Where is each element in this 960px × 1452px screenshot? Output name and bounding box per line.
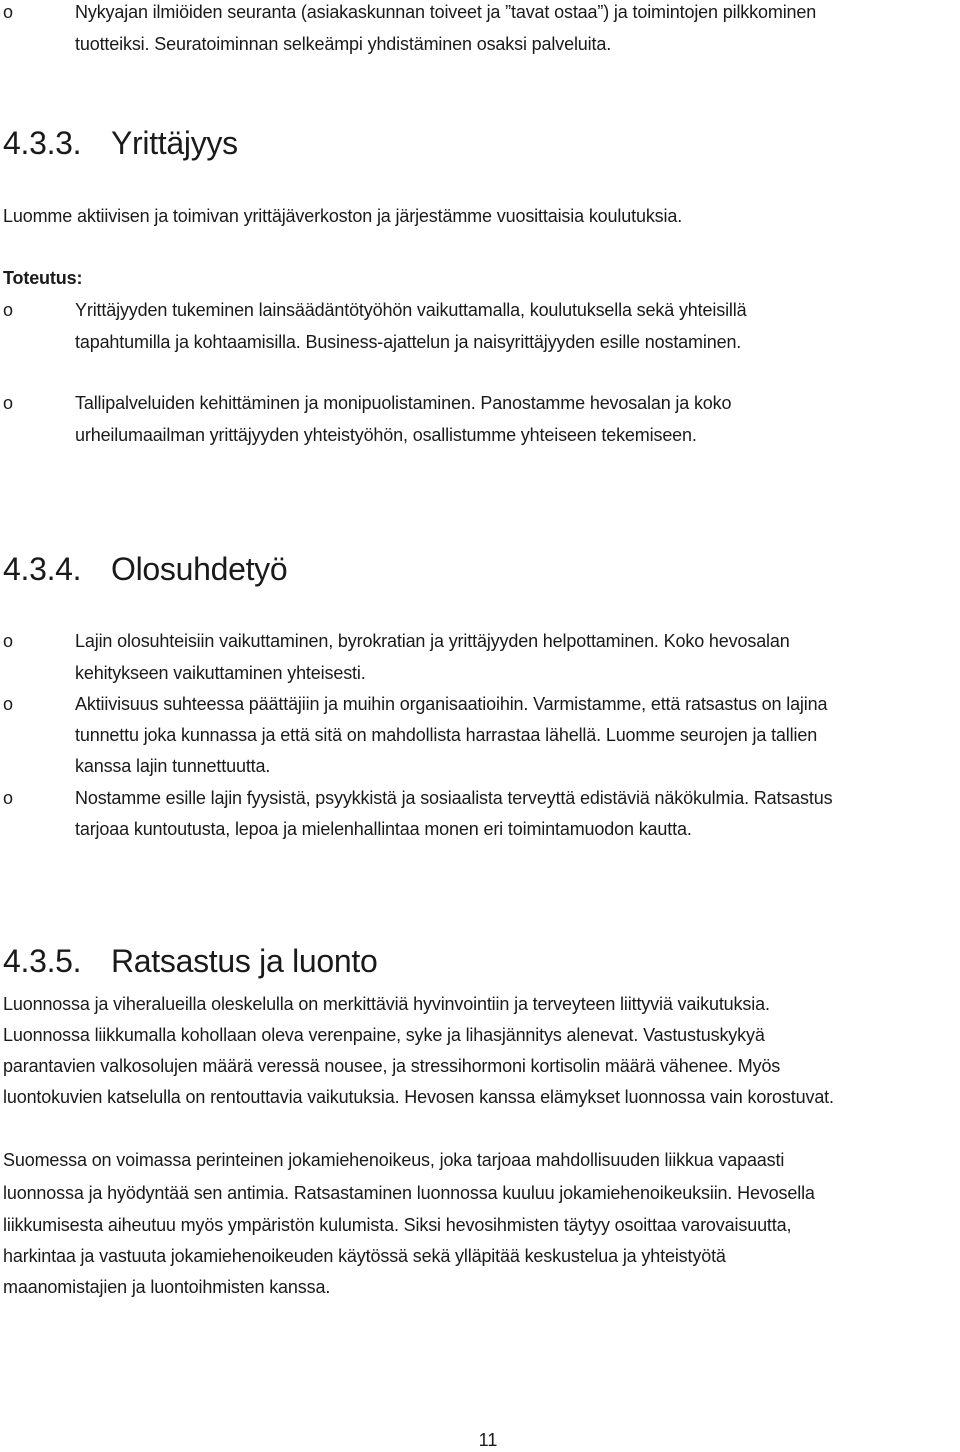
list-bullet: o [3,694,14,714]
paragraph-line: harkintaa ja vastuuta jokamiehenoikeuden käytössä sekä ylläpitää keskustelua ja yhteistyötä [3,1246,726,1266]
paragraph-line: maanomistajien ja luontoihmisten kanssa. [3,1277,331,1297]
paragraph-line: Luonnossa ja viheralueilla oleskelulla on merkittäviä hyvinvointiin ja terveyteen liittyviä vaikutuksia. [3,994,770,1014]
list-item-text: kehitykseen vaikuttaminen yhteisesti. [75,663,366,683]
paragraph-line: Suomessa on voimassa perinteinen jokamiehenoikeus, joka tarjoaa mahdollisuuden liikkua vapaasti [3,1150,785,1170]
list-bullet: o [3,631,14,651]
list-item-text: tarjoaa kuntoutusta, lepoa ja mielenhallintaa monen eri toimintamuodon kautta. [75,819,692,839]
list-bullet: o [3,300,14,320]
section-title: Ratsastus ja luonto [111,943,378,979]
list-item-text: Lajin olosuhteisiin vaikuttaminen, byrokratian ja yrittäjyyden helpottaminen. Koko hevosalan [75,631,790,651]
section-number: 4.3.3. [3,125,82,161]
list-item-text: Aktiivisuus suhteessa päättäjiin ja muihin organisaatioihin. Varmistamme, että ratsastus on lajina [75,694,828,714]
paragraph-line: luonnossa ja hyödyntää sen antimia. Ratsastaminen luonnossa kuuluu jokamiehenoikeuksiin. Hevosella [3,1183,815,1203]
section-intro: Luomme aktiivisen ja toimivan yrittäjäverkoston ja järjestämme vuosittaisia koulutuksia. [3,206,683,226]
section-number: 4.3.5. [3,943,82,979]
list-item-text: tapahtumilla ja kohtaamisilla. Business-ajattelun ja naisyrittäjyyden esille nostaminen. [75,332,742,352]
paragraph-line: Luonnossa liikkumalla kohollaan oleva verenpaine, syke ja lihasjännitys alenevat. Vastustuskykyä [3,1025,765,1045]
list-bullet: o [3,2,14,22]
section-heading-yrittajyys [3,124,238,162]
paragraph-line: liikkumisesta aiheutuu myös ympäristön kulumista. Siksi hevosihmisten täytyy osoittaa varovaisuutta, [3,1215,792,1235]
list-item-text: tunnettu joka kunnassa ja että sitä on mahdollista harrastaa lähellä. Luomme seurojen ja tallien [75,725,818,745]
section-number: 4.3.4. [3,551,82,587]
page-number: 11 [478,1430,498,1450]
section-heading-ratsastus-ja-luonto [3,942,377,980]
list-bullet: o [3,788,14,808]
paragraph-line: luontokuvien katselulla on rentouttavia vaikutuksia. Hevosen kanssa elämykset luonnossa vain korostuvat. [3,1087,834,1107]
section-title: Yrittäjyys [111,125,238,161]
list-item-text: Tallipalveluiden kehittäminen ja monipuolistaminen. Panostamme hevosalan ja koko [75,393,732,413]
list-bullet: o [3,393,14,413]
list-item-text: Nostamme esille lajin fyysistä, psyykkistä ja sosiaalista terveyttä edistäviä näkökulmia. Ratsastus [75,788,833,808]
paragraph-line: parantavien valkosolujen määrä veressä nousee, ja stressihormoni kortisolin määrä vähenee. Myös [3,1056,781,1076]
section-title: Olosuhdetyö [111,551,288,587]
toteutus-label: Toteutus: [3,268,83,288]
list-item-text: Nykyajan ilmiöiden seuranta (asiakaskunnan toiveet ja ”tavat ostaa”) ja toimintojen pilkkominen [75,2,817,22]
list-item-text: tuotteiksi. Seuratoiminnan selkeämpi yhdistäminen osaksi palveluita. [75,34,612,54]
list-item-text: urheilumaailman yrittäjyyden yhteistyöhön, osallistumme yhteiseen tekemiseen. [75,425,697,445]
section-heading-olosuhdetyo [3,550,287,588]
list-item-text: kanssa lajin tunnettuutta. [75,756,271,776]
list-item-text: Yrittäjyyden tukeminen lainsäädäntötyöhön vaikuttamalla, koulutuksella sekä yhteisillä [75,300,747,320]
